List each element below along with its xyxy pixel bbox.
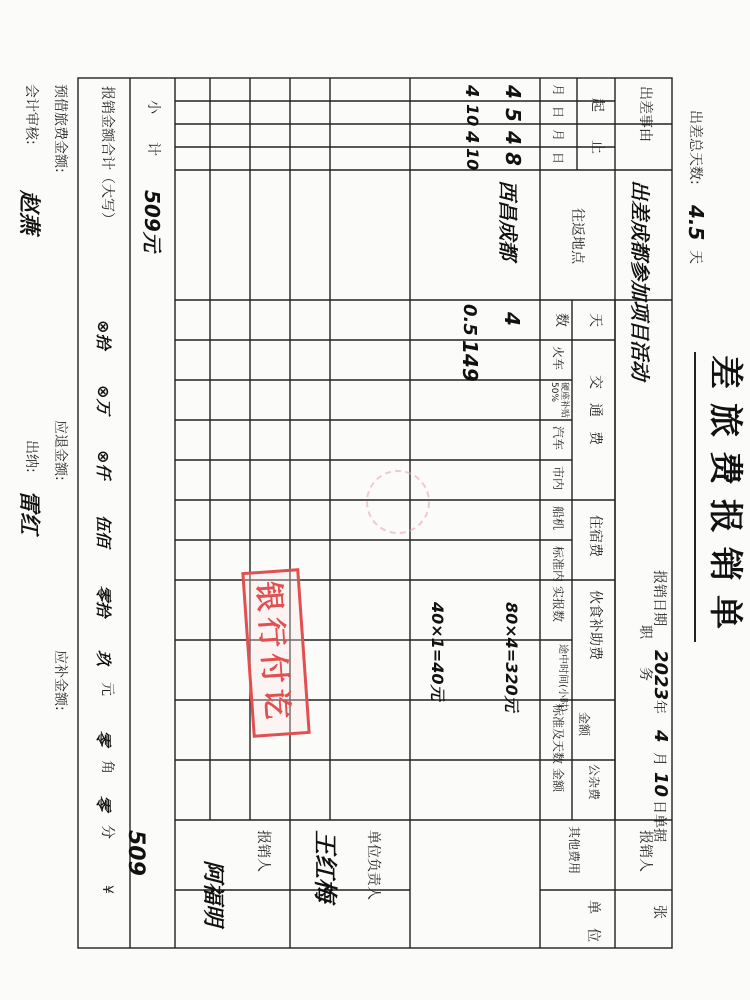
supplement-label: 应补金额: — [52, 650, 68, 711]
unit-label: 单 位 — [585, 900, 601, 942]
month-char: 月 — [651, 752, 667, 766]
day2-label: 日 — [551, 152, 565, 165]
row2-d2: 10 — [463, 148, 482, 171]
month2-label: 月 — [551, 129, 565, 142]
lodging-label: 住宿费 — [587, 515, 603, 557]
year-char: 年 — [651, 700, 667, 714]
flower-watermark-icon — [366, 470, 430, 534]
date-label: 报销日期 — [651, 570, 667, 626]
subtotal-value: 509元 — [140, 190, 164, 252]
yen-sign: ¥ — [99, 885, 115, 894]
days-bot-label: 数 — [553, 313, 569, 327]
bank-paid-stamp: 银行付讫 — [241, 568, 310, 738]
yuan-char: 元 — [99, 682, 115, 696]
date-year: 2023 — [650, 650, 671, 701]
trip-reason-label: 出差事由 — [637, 86, 653, 142]
position-label: 职 务 — [637, 625, 653, 681]
other-label: 其他费用 — [567, 826, 581, 875]
reimburser-signature: 阿福明 — [200, 860, 225, 927]
end-label: 止 — [589, 140, 605, 154]
audit-signature: 赵燕 — [16, 190, 41, 235]
audit-label: 会计审核: — [23, 84, 39, 145]
reimburser-label: 报销人 — [637, 830, 653, 872]
date-month: 4 — [650, 730, 671, 743]
total-d8: 零 — [94, 795, 113, 812]
total-d1: ⊗拾 — [94, 320, 113, 350]
row1-d2: 8 — [501, 152, 525, 166]
yen-value: 509 — [123, 830, 148, 876]
form-title: 差旅费报销单 — [705, 355, 745, 643]
row1-route: 西昌成都 — [496, 180, 520, 260]
jiao-char: 角 — [99, 760, 115, 774]
row2-city: 149 — [458, 340, 482, 382]
total-d4: 伍佰 — [94, 515, 113, 548]
total-d2: ⊗万 — [94, 385, 113, 415]
ship-label: 船机 — [551, 506, 565, 531]
row1-m2: 4 — [501, 131, 525, 145]
row2-m2: 4 — [461, 131, 482, 144]
cashier-label: 出纳: — [23, 440, 39, 473]
title-underline — [694, 352, 696, 642]
misc-label: 公杂费 — [587, 764, 601, 801]
transport-label: 交 通 费 — [587, 375, 603, 445]
month1-label: 月 — [551, 84, 565, 97]
amount1-label: 金额 — [577, 712, 591, 737]
total-d5: 零拾 — [94, 585, 113, 618]
std-in-label: 标准内 — [551, 546, 565, 583]
row2-meal: 40×1=40元 — [428, 602, 447, 701]
row1-d1: 5 — [501, 108, 525, 122]
date-day: 10 — [650, 772, 671, 798]
day1-label: 日 — [551, 106, 565, 119]
unit-head-signature: 王红梅 — [311, 830, 339, 902]
amount2-label: 金额 — [551, 768, 565, 793]
total-d6: 玖 — [94, 650, 113, 667]
total-label: 报销金额合计（大写） — [99, 86, 115, 226]
days-top-label: 天 — [587, 313, 603, 327]
city-label: 市内 — [551, 466, 565, 491]
train-label: 火车 — [551, 346, 565, 371]
total-days-label: 出差总天数: — [687, 110, 703, 185]
refund-label: 应退金额: — [52, 420, 68, 481]
total-d7: 零 — [94, 730, 113, 747]
start-label: 起 — [589, 98, 605, 112]
route-label: 往返地点 — [569, 208, 585, 264]
hard-seat-label: 硬座补贴50% — [549, 382, 569, 419]
reimburser-label-2: 报销人 — [255, 830, 271, 872]
subtotal-label: 小 计 — [145, 100, 161, 156]
advance-label: 预借旅费金额: — [52, 84, 68, 173]
cashier-signature: 雷红 — [16, 490, 41, 535]
unit-head-label: 单位负责人 — [365, 830, 381, 900]
total-d3: ⊗仟 — [94, 450, 113, 480]
row2-bus: 0.5 — [459, 304, 480, 336]
actual-label: 实报数 — [551, 586, 565, 623]
sheets-char: 张 — [651, 905, 667, 919]
bus-label: 汽车 — [551, 426, 565, 451]
row2-d1: 10 — [463, 104, 482, 127]
row1-days: 4 — [500, 312, 524, 326]
total-days-unit: 天 — [687, 250, 703, 264]
meal-label: 伙食补助费 — [587, 590, 603, 660]
row1-meal: 80×4=320元 — [502, 602, 521, 712]
row2-m1: 4 — [461, 85, 482, 98]
travel-time-label: 途中时间(小时) — [557, 644, 568, 712]
fen-char: 分 — [99, 825, 115, 839]
row1-m1: 4 — [501, 85, 525, 99]
total-days-value: 4.5 — [684, 205, 708, 241]
day-char: 日单据 — [651, 800, 667, 842]
std-days-label: 标准及天数 — [551, 704, 565, 765]
trip-reason-value: 出差成都参加项目活动 — [628, 180, 652, 380]
